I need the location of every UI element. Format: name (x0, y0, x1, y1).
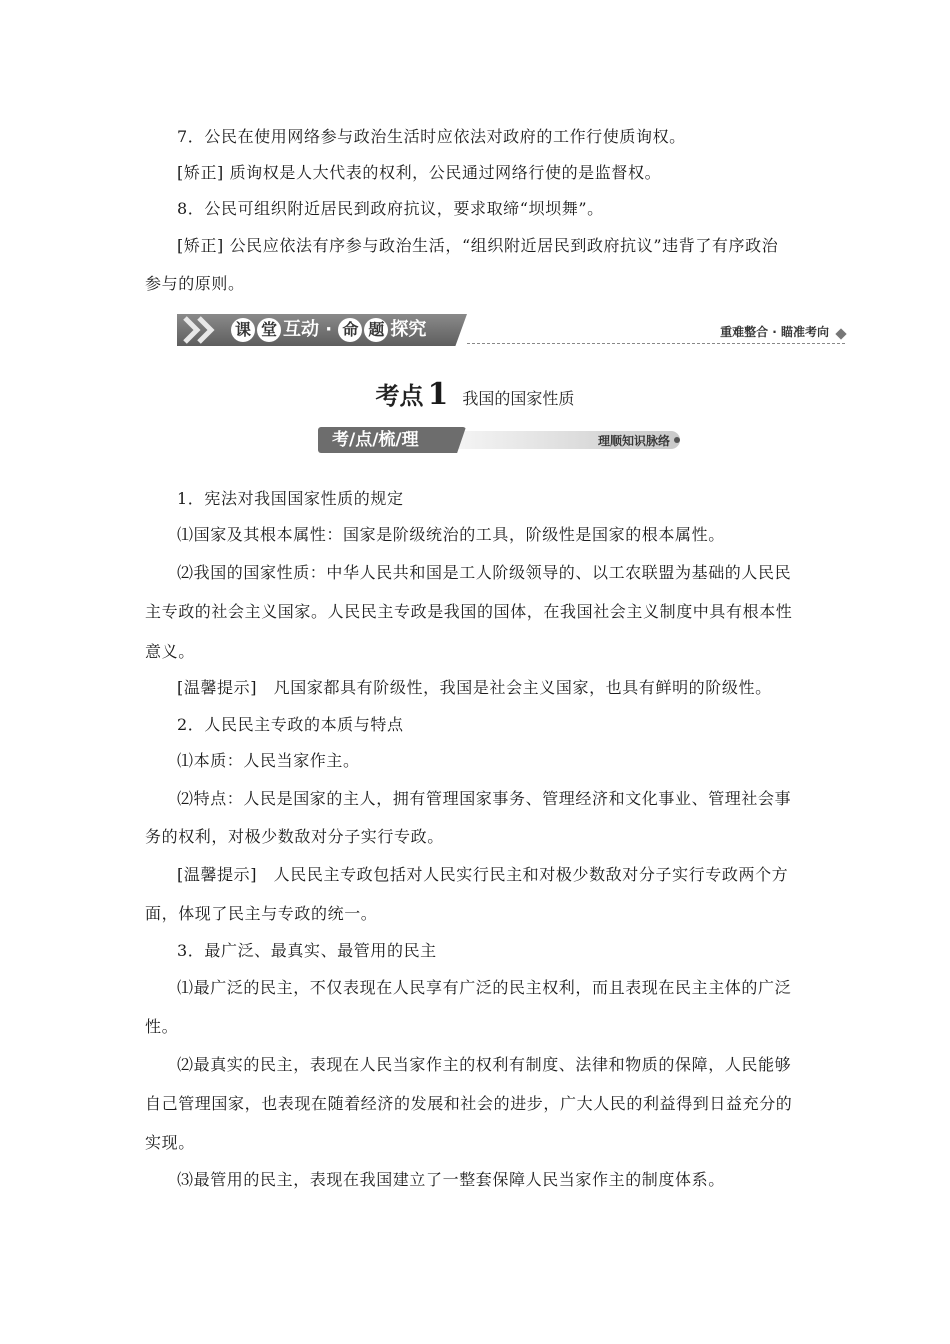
paragraph-3-2-end: 实现。 (145, 1133, 195, 1152)
heading-1: 1．宪法对我国国家性质的规定 (177, 489, 404, 508)
kaodian-heading (0, 376, 950, 412)
correction-8-line2: 参与的原则。 (145, 274, 245, 293)
item-8: 8．公民可组织附近居民到政府抗议，要求取缔“坝坝舞”。 (177, 199, 604, 218)
review-bar (318, 427, 684, 453)
banner-divider (467, 343, 845, 344)
paragraph-1-2-cont: 主专政的社会主义国家。人民民主专政是我国的国体，在我国社会主义制度中具有根本性 (145, 602, 793, 621)
tip-1: [温馨提示] 凡国家都具有阶级性，我国是社会主义国家，也具有鲜明的阶级性。 (177, 678, 772, 697)
item-7: 7．公民在使用网络参与政治生活时应依法对政府的工作行使质询权。 (177, 127, 686, 146)
correction-8-line1: [矫正] 公民应依法有序参与政治生活，“组织附近居民到政府抗议”违背了有序政治 (177, 236, 779, 255)
dot-icon (674, 437, 680, 443)
tip-2-cont: 面，体现了民主与专政的统一。 (145, 904, 378, 923)
paragraph-1-2: ⑵我国的国家性质：中华人民共和国是工人阶级领导的、以工农联盟为基础的人民民 (177, 563, 792, 582)
correction-7: [矫正] 质询权是人大代表的权利，公民通过网络行使的是监督权。 (177, 163, 662, 182)
kaodian-number: 1 (427, 377, 449, 412)
diamond-icon (835, 328, 846, 339)
review-bar-subtitle: 理顺知识脉络 (597, 434, 670, 448)
review-bar-title: 考/点/梳/理 (332, 430, 419, 450)
heading-3: 3．最广泛、最真实、最管用的民主 (177, 941, 437, 960)
paragraph-3-2: ⑵最真实的民主，表现在人民当家作主的权利有制度、法律和物质的保障，人民能够 (177, 1055, 792, 1074)
double-chevron-icon (181, 316, 225, 344)
paragraph-3-2-cont: 自己管理国家，也表现在随着经济的发展和社会的进步，广大人民的利益得到日益充分的 (145, 1094, 793, 1113)
paragraph-1-2-end: 意义。 (145, 642, 195, 661)
banner-subtitle: 重难整合 · 瞄准考向 (720, 325, 829, 339)
paragraph-2-2: ⑵特点：人民是国家的主人，拥有管理国家事务、管理经济和文化事业、管理社会事 (177, 789, 792, 808)
paragraph-3-1-cont: 性。 (145, 1017, 179, 1036)
kaodian-label: 考点 (375, 382, 424, 410)
paragraph-2-1: ⑴本质：人民当家作主。 (177, 751, 360, 770)
section-banner (177, 314, 849, 350)
paragraph-3-3: ⑶最管用的民主，表现在我国建立了一整套保障人民当家作主的制度体系。 (177, 1170, 725, 1189)
paragraph-3-1: ⑴最广泛的民主，不仅表现在人民享有广泛的民主权利，而且表现在民主主体的广泛 (177, 978, 792, 997)
kaodian-subtitle: 我国的国家性质 (462, 389, 575, 408)
paragraph-1-1: ⑴国家及其根本属性：国家是阶级统治的工具，阶级性是国家的根本属性。 (177, 525, 725, 544)
tip-2: [温馨提示] 人民民主专政包括对人民实行民主和对极少数敌对分子实行专政两个方 (177, 865, 789, 884)
heading-2: 2．人民民主专政的本质与特点 (177, 715, 404, 734)
banner-title: 课 堂 互动 · 命 题 探究 (231, 316, 426, 344)
paragraph-2-2-cont: 务的权利，对极少数敌对分子实行专政。 (145, 827, 444, 846)
